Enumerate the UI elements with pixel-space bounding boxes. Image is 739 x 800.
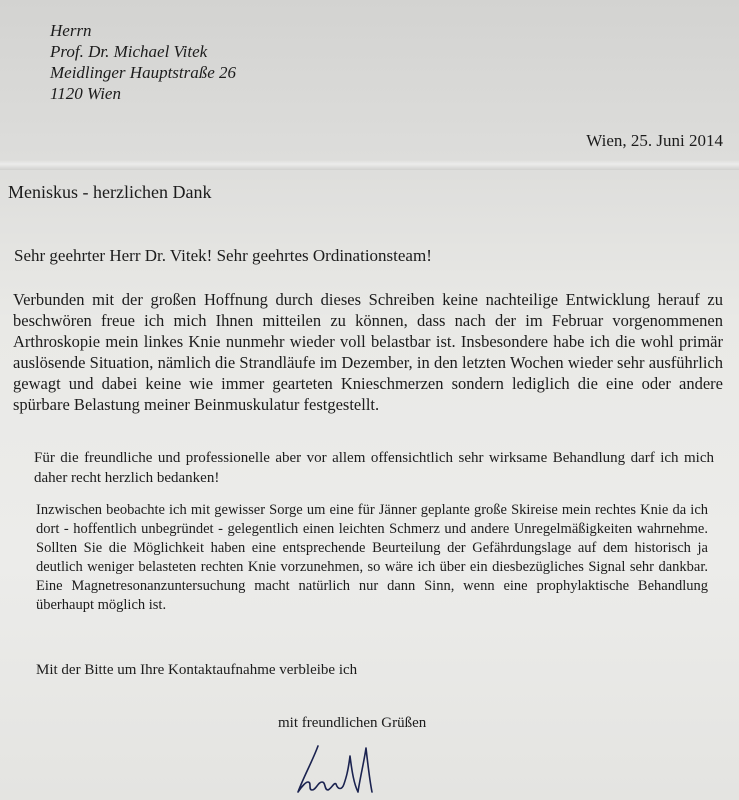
paper-fold: [0, 160, 739, 170]
salutation: Sehr geehrter Herr Dr. Vitek! Sehr geehrtes Ordinationsteam!: [14, 246, 432, 265]
paragraph-4: Mit der Bitte um Ihre Kontaktaufnahme verbleibe ich: [36, 662, 358, 678]
letter-date: Wien, 25. Juni 2014: [586, 131, 723, 150]
letter-subject: Meniskus - herzlichen Dank: [8, 182, 212, 202]
recipient-line-3: Meidlinger Hauptstraße 26: [50, 63, 237, 82]
paragraph-3: Inzwischen beobachte ich mit gewisser Sorge um eine für Jänner geplante große Skireise mein rechtes Knie da ich dort - hoffentlich unbegründet - gelegentlich einen leichten Schmerz und andere Unregelmäßigkeiten wahrnehme. Sollten Sie die Möglichkeit haben eine entsprechende Beurteilung der Gefährdungslage auf dem historisch ja deutlich weniger belasteten rechten Knie vorzunehmen, so wäre ich über ein diesbezügliches Signal sehr dankbar. Eine Magnetresonanzuntersuchung macht natürlich nur dann Sinn, wenn eine prophylaktische Behandlung überhaupt möglich ist.: [36, 502, 708, 613]
recipient-line-2: Prof. Dr. Michael Vitek: [50, 42, 208, 61]
paragraph-2: Für die freundliche und professionelle aber vor allem offensichtlich sehr wirksame Behandlung darf ich mich daher recht herzlich bedanken!: [34, 450, 714, 486]
paragraph-1: Verbunden mit der großen Hoffnung durch dieses Schreiben keine nachteilige Entwicklung herauf zu beschwören freue ich mich Ihnen mitteilen zu können, dass nach der im Februar vorgenommenen Arthroskopie mein linkes Knie nunmehr wieder voll belastbar ist. Insbesondere habe ich die wohl primär auslösende Situation, nämlich die Strandläufe im Dezember, in den letzten Wochen wieder sehr ausführlich gewagt und dabei keine wie immer gearteten Knieschmerzen sondern lediglich die eine oder andere spürbare Belastung meiner Beinmuskulatur festgestellt.: [13, 290, 723, 414]
recipient-address: [50, 20, 236, 104]
recipient-line-4: 1120 Wien: [50, 84, 121, 103]
handwritten-signature: [288, 738, 398, 798]
closing-phrase: mit freundlichen Grüßen: [278, 715, 427, 731]
recipient-line-1: Herrn: [50, 21, 92, 40]
